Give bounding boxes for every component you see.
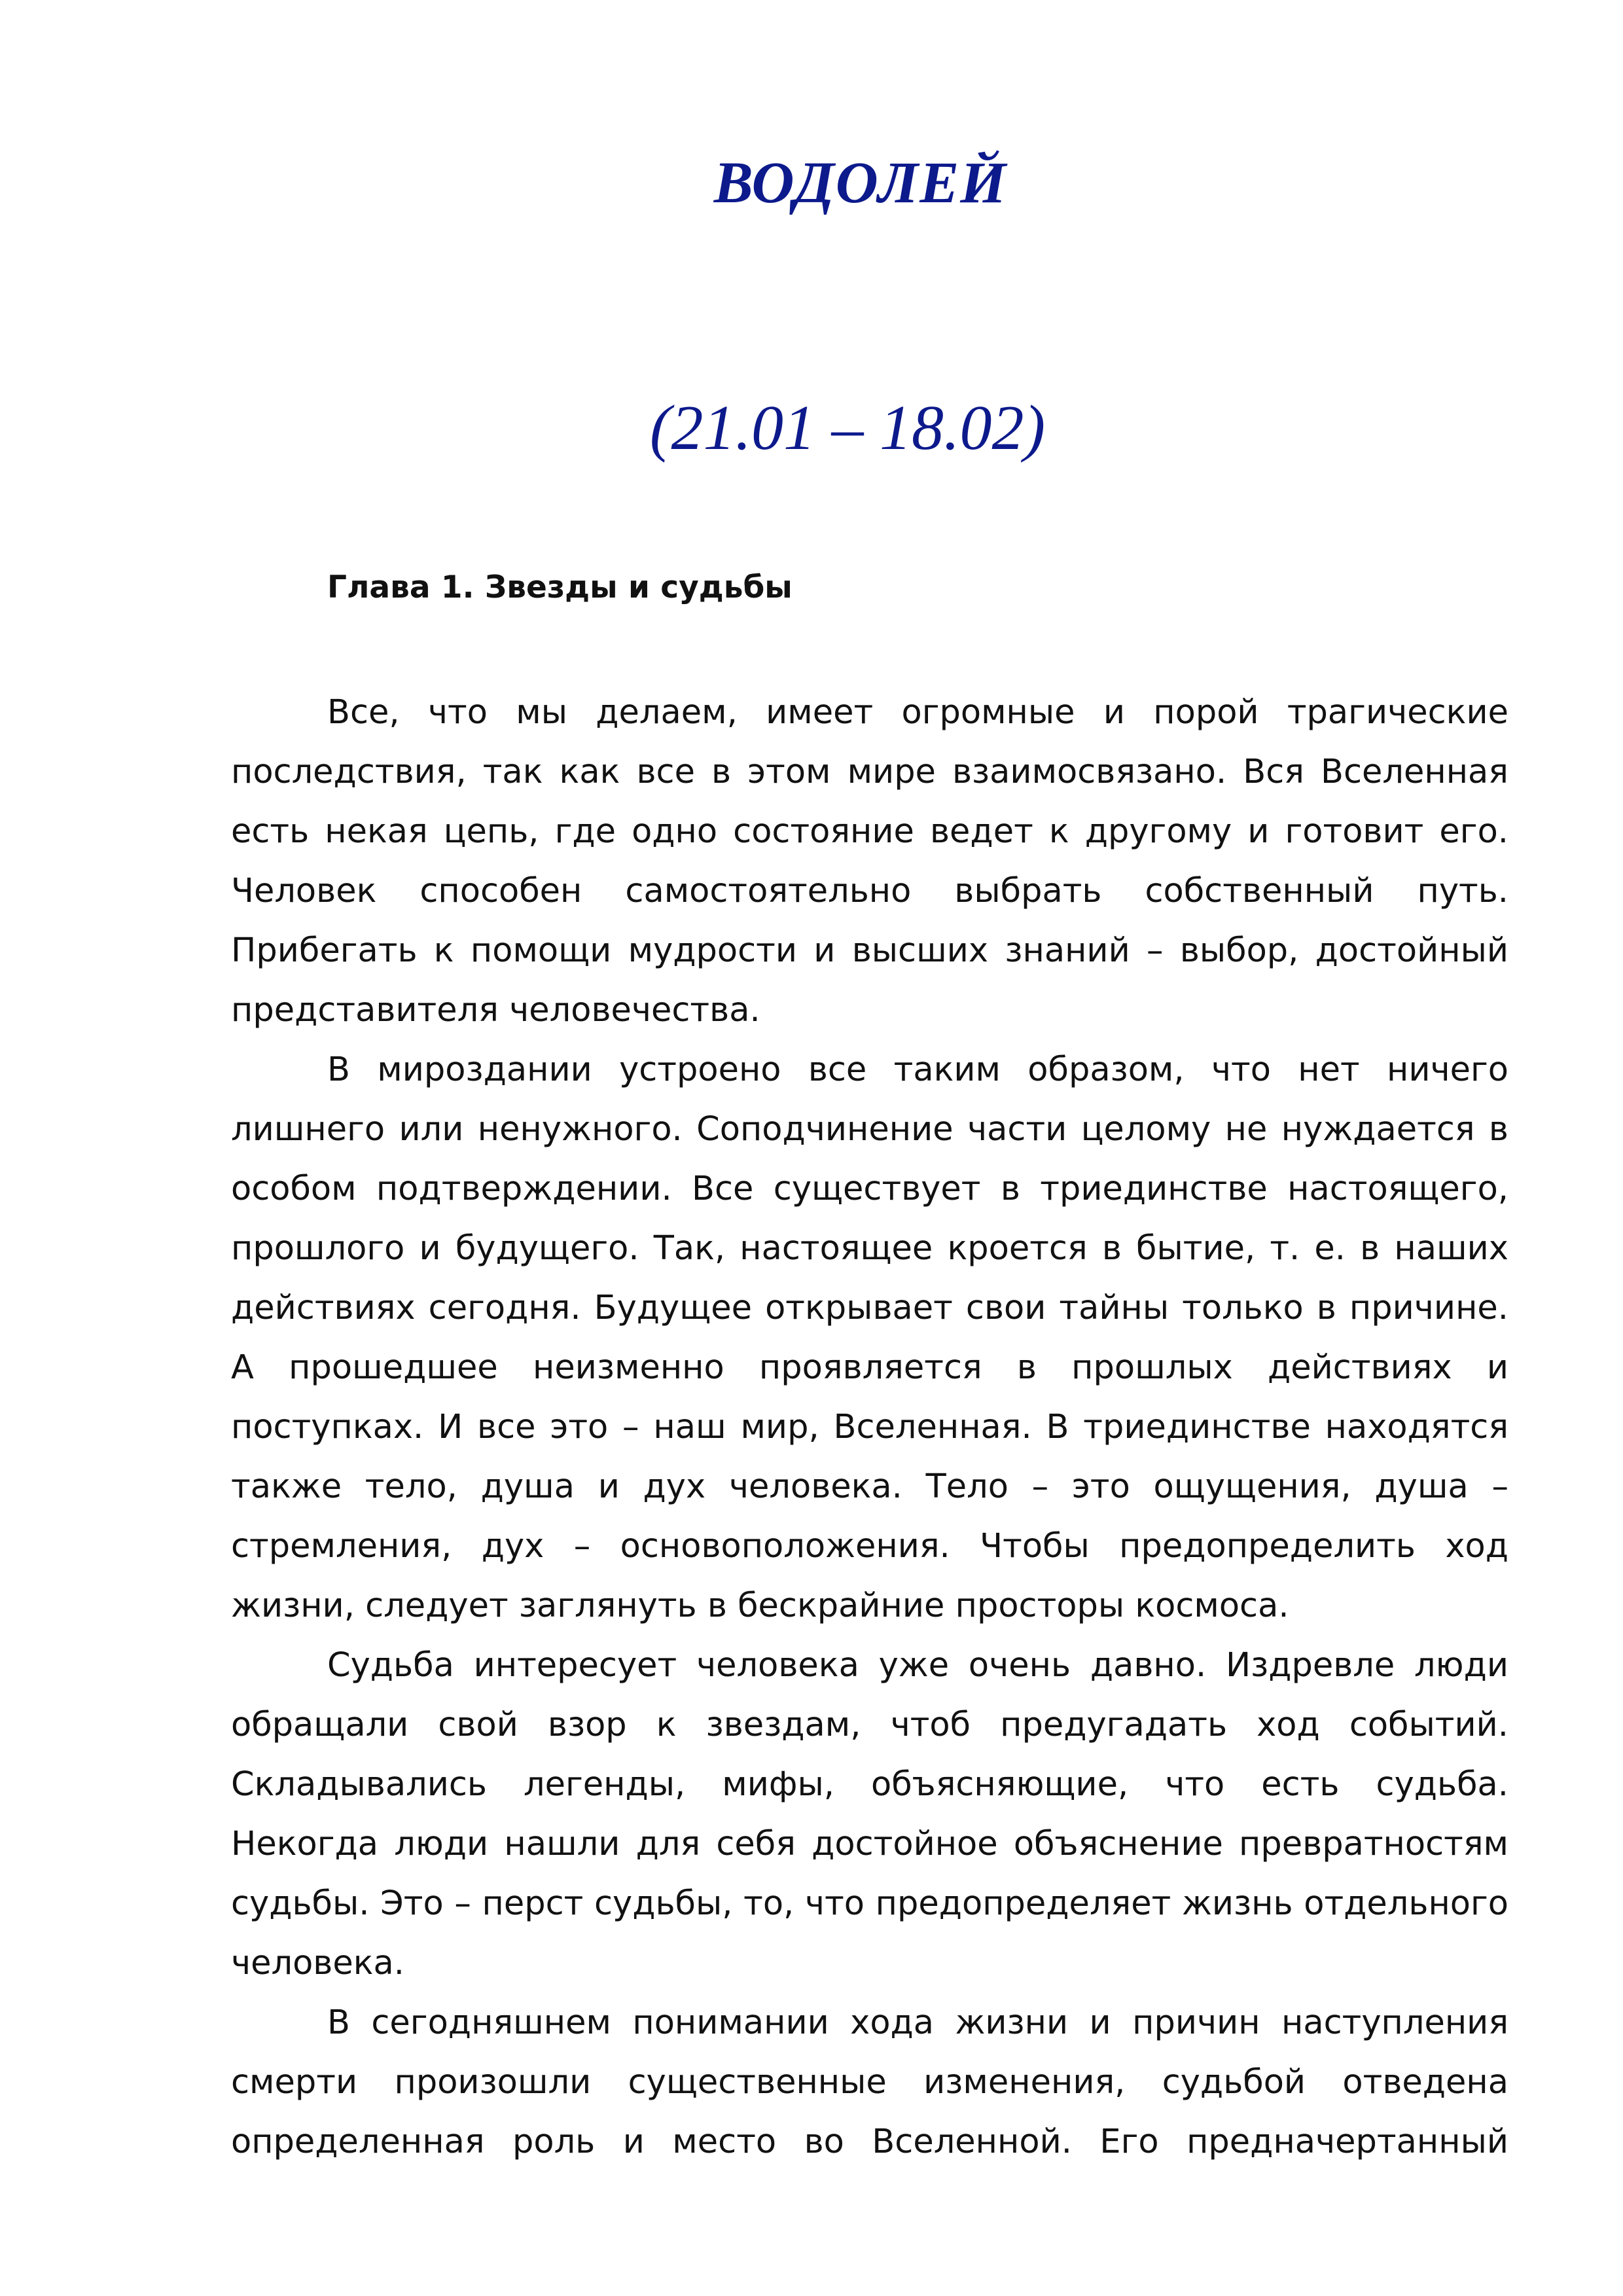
paragraph-1: Все, что мы делаем, имеет огромные и порой трагические последствия, так как все в этом мире взаимосвязано. Вся Вселенная есть некая цепь, где одно состояние ведет к другому и готовит его. Человек способен самостоятельно выбрать собственный путь. Прибегать к помощи мудрости и высших знаний – выбор, достойный представителя человечества. xyxy=(231,693,1508,1030)
date-range: (21.01 – 18.02) xyxy=(649,393,1046,463)
page-title: ВОДОЛЕЙ xyxy=(713,151,1008,215)
paragraph-4: В сегодняшнем понимании хода жизни и причин наступления смерти произошли существенные изменения, судьбой отведена определенная роль и место во Вселенной. Его предначертанный xyxy=(231,2003,1508,2161)
paragraph-3: Судьба интересует человека уже очень давно. Издревле люди обращали свой взор к звездам, чтоб предугадать ход событий. Складывались легенды, мифы, объясняющие, что есть судьба. Некогда люди нашли для себя достойное объяснение превратностям судьбы. Это – перст судьбы, то, что предопределяет жизнь отдельного человека. xyxy=(231,1646,1508,1982)
body-text xyxy=(231,683,1508,2172)
chapter-heading: Глава 1. Звезды и судьбы xyxy=(327,569,793,605)
paragraph-2: В мироздании устроено все таким образом, что нет ничего лишнего или ненужного. Соподчинение части целому не нуждается в особом подтверждении. Все существует в триединстве настоящего, прошлого и будущего. Так, настоящее кроется в бытие, т. е. в наших действиях сегодня. Будущее открывает свои тайны только в причине. А прошедшее неизменно проявляется в прошлых действиях и поступках. И все это – наш мир, Вселенная. В триединстве находятся также тело, душа и дух человека. Тело – это ощущения, душа – стремления, дух – основоположения. Чтобы предопределить ход жизни, следует заглянуть в бескрайние просторы космоса. xyxy=(231,1050,1508,1625)
